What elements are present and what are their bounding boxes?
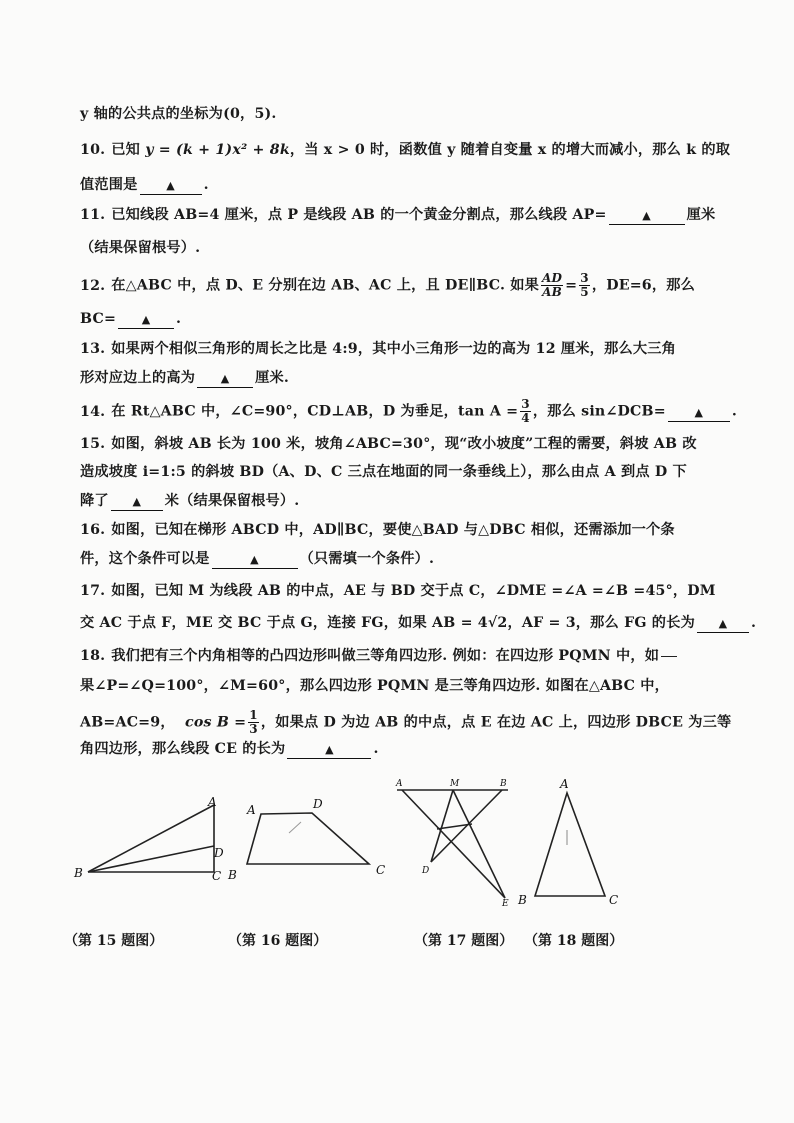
fig16-caption: （第 16 题图）	[228, 933, 328, 949]
q17-text-2: 交 AC 于点 F，ME 交 BC 于点 G，连接 FG，如果 AB = 4√2，AF = 3，那么 FG 的长为	[80, 615, 695, 631]
q14-number: 14.	[80, 403, 106, 420]
fig16-label-c: C	[376, 863, 386, 877]
q10-text-3: 值范围是	[80, 177, 138, 193]
frac-top: AD	[542, 271, 563, 285]
q12-number: 12.	[80, 277, 106, 294]
blank-marker: ▲	[642, 209, 651, 222]
q16-text-2: 件，这个条件可以是	[80, 551, 210, 567]
q15-text-2: 造成坡度 i=1:5 的斜坡 BD（A、D、C 三点在地面的同一条垂线上），那么由点 A 到点 D 下	[80, 464, 687, 480]
q10-number: 10.	[80, 142, 106, 158]
q14-text-1: 在 Rt△ABC 中，∠C=90°，CD⊥AB，D 为垂足，tan A =	[111, 403, 519, 420]
fig15-caption: （第 15 题图）	[64, 933, 164, 949]
fig16-label-b: B	[228, 868, 237, 882]
q18-text-2: 果∠P=∠Q=100°，∠M=60°，那么四边形 PQMN 是三等角四边形. 如图在△ABC 中，	[80, 678, 670, 694]
q13-text-2: 形对应边上的高为	[80, 370, 196, 386]
frac-bottom: 5	[580, 285, 589, 299]
q10-formula: y = (k + 1)x² + 8k	[145, 142, 290, 158]
blank-marker: ▲	[220, 372, 230, 385]
q17-end: .	[750, 615, 757, 631]
tail-text: y 轴的公共点的坐标为(0，5).	[80, 106, 277, 122]
q12-text-3: BC=	[80, 311, 117, 327]
fig18-caption: （第 18 题图）	[524, 933, 624, 949]
fig15-label-a: A	[208, 795, 217, 809]
fig18-label-c: C	[609, 893, 619, 907]
blank-marker: ▲	[166, 179, 175, 192]
q11-number: 11.	[80, 207, 106, 223]
fig17-label-e: E	[502, 899, 509, 909]
blank-marker: ▲	[325, 743, 334, 756]
frac-top: 3	[521, 397, 530, 411]
q12-end: .	[176, 311, 182, 327]
fig17-caption: （第 17 题图）	[414, 933, 514, 949]
q10-text-2: ，当 x > 0 时，函数值 y 随着自变量 x 的增大而减小，那么 k 的取	[289, 142, 731, 158]
q11-text-3: （结果保留根号）.	[80, 240, 201, 256]
q16-number: 16.	[80, 522, 106, 538]
q13-text-3: 厘米.	[255, 370, 290, 386]
frac-bottom: 4	[521, 411, 530, 425]
blank-marker: ▲	[141, 313, 151, 326]
q15-text-1: 如图，斜坡 AB 长为 100 米，坡角∠ABC=30°，现“改小坡度”工程的需要，斜坡 AB 改	[111, 436, 697, 452]
q15-text-3: 降了	[80, 493, 109, 509]
frac-bottom: 3	[249, 722, 258, 736]
q18-text-4: 角四边形，那么线段 CE 的长为	[80, 741, 286, 757]
fig18-shape	[535, 793, 605, 896]
q12-text-2: ，DE=6，那么	[591, 277, 696, 294]
q16-text-3: （只需填一个条件）.	[299, 551, 435, 567]
q14-end: .	[731, 403, 737, 420]
q12-text-1: 在△ABC 中，点 D、E 分别在边 AB、AC 上，且 DE∥BC. 如果	[111, 277, 540, 294]
fig17-label-d: D	[422, 866, 430, 876]
blank-marker: ▲	[250, 553, 259, 566]
fig17-label-a: A	[396, 779, 403, 789]
fig15-shape	[88, 805, 214, 872]
frac-top: 1	[249, 708, 258, 722]
q12-equals: =	[565, 277, 578, 294]
q16-text-1: 如图，已知在梯形 ABCD 中，AD∥BC，要使△BAD 与△DBC 相似，还需添加一个条	[111, 522, 675, 538]
q18-cos: cos B =	[185, 714, 247, 731]
fig17-label-m: M	[450, 779, 460, 789]
q10-text-1: 已知	[111, 142, 146, 158]
frac-top: 3	[580, 271, 589, 285]
q18-text-1: 我们把有三个内角相等的凸四边形叫做三等角四边形. 例如：在四边形 PQMN 中，如	[111, 648, 660, 664]
q13-number: 13.	[80, 341, 106, 357]
q15-number: 15.	[80, 436, 106, 452]
q18-end: .	[373, 741, 379, 757]
fig15-label-c: C	[212, 869, 222, 883]
q11-text-2: 厘米	[686, 207, 716, 223]
frac-bottom: AB	[542, 285, 563, 299]
fig16-shape	[247, 813, 369, 864]
q17-text-1: 如图，已知 M 为线段 AB 的中点，AE 与 BD 交于点 C，∠DME =∠A =∠B =45°，DM	[111, 583, 716, 599]
q13-text-1: 如果两个相似三角形的周长之比是 4:9，其中小三角形一边的高为 12 厘米，那么大三角	[111, 341, 677, 357]
q11-text-1: 已知线段 AB=4 厘米，点 P 是线段 AB 的一个黄金分割点，那么线段 AP=	[111, 207, 607, 223]
fig15-label-d: D	[214, 846, 224, 860]
blank-marker: ▲	[132, 495, 142, 508]
blank-marker: ▲	[694, 405, 704, 419]
q10-end: .	[203, 177, 209, 193]
q15-text-4: 米（结果保留根号）.	[164, 493, 300, 509]
fig17-shape	[397, 790, 508, 898]
q17-number: 17.	[80, 583, 106, 599]
q18-number: 18.	[80, 648, 106, 664]
q18-text-3c: ，如果点 D 为边 AB 的中点，点 E 在边 AC 上，四边形 DBCE 为三等	[260, 714, 732, 731]
fig18-label-b: B	[518, 893, 527, 907]
q14-text-2: ，那么 sin∠DCB=	[532, 403, 666, 420]
blank-marker: ▲	[718, 617, 728, 630]
fig16-label-d: D	[313, 797, 323, 811]
fig16-label-a: A	[247, 803, 256, 817]
fig18-label-a: A	[560, 777, 569, 791]
fig17-label-b: B	[500, 779, 507, 789]
q18-text-3a: AB=AC=9，	[80, 714, 175, 731]
fig15-label-b: B	[74, 866, 83, 880]
